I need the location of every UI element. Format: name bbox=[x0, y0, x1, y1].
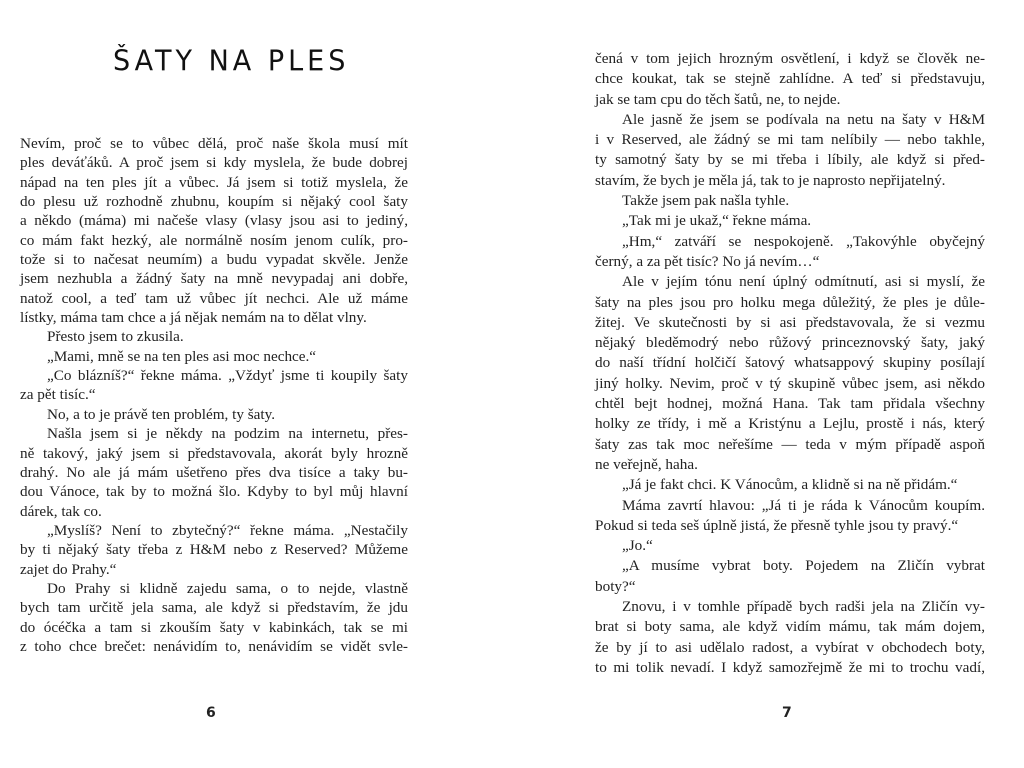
text-line: holky ze třídy, i mě a Kristýnu a Lejlu, prostě i nás, který bbox=[595, 415, 985, 433]
paragraph bbox=[20, 327, 408, 346]
text-line: „Jo.“ bbox=[622, 537, 653, 555]
page-number: 6 bbox=[206, 705, 216, 721]
page-number: 7 bbox=[782, 705, 792, 721]
text-line: do plesu už rozhodně zhubnu, koupím si nějaký cool šaty bbox=[20, 193, 408, 211]
text-line: i v Reserved, ale žádný se mi tam nelíbily — nebo takhle, bbox=[595, 131, 985, 149]
text-line: bych tam určitě jela sama, ale když si představím, že jdu bbox=[20, 599, 408, 617]
text-line: ne veřejně, haha. bbox=[595, 455, 698, 473]
text-line: Nevím, proč se to vůbec dělá, proč naše škola musí mít bbox=[20, 135, 408, 152]
text-line: nějaký bleděmodrý nebo růžový princeznovský šaty, jaký bbox=[595, 334, 985, 352]
paragraph bbox=[595, 597, 985, 678]
text-line: do ócéčka a tam si zkouším šaty v kabinkách, tak se mi bbox=[20, 618, 408, 636]
paragraph bbox=[595, 496, 985, 537]
text-line: „Tak mi je ukaž,“ řekne máma. bbox=[622, 212, 812, 230]
paragraph bbox=[595, 536, 985, 556]
paragraph bbox=[595, 272, 985, 475]
paragraph bbox=[20, 521, 408, 579]
text-line: Máma zavrtí hlavou: „Já ti je ráda k Vánocům koupím. bbox=[622, 496, 985, 514]
paragraph bbox=[595, 49, 985, 110]
paragraph bbox=[20, 134, 408, 327]
paragraph bbox=[595, 191, 985, 211]
text-line: „A musíme vybrat boty. Pojedem na Zličín vybrat bbox=[622, 557, 985, 575]
text-line: jsem nezhubla a žádný šaty na mně nevypadaj ani dobře, bbox=[20, 270, 408, 288]
text-line: „Myslíš? Není to zbytečný?“ řekne máma. „Nestačily bbox=[47, 521, 408, 539]
right-page-body bbox=[595, 49, 985, 678]
text-line: dárek, tak co. bbox=[20, 502, 102, 520]
text-line: ty samotný šaty by se mi třeba i líbily, ale když si před- bbox=[595, 151, 985, 169]
text-line: ples deváťáků. A proč jsem si kdy myslela, že bude dobrej bbox=[20, 154, 408, 172]
text-line: drahý. No ale já mám ušetřeno přes dva tisíce a taky bu- bbox=[20, 463, 408, 481]
text-line: No, a to je právě ten problém, ty šaty. bbox=[47, 405, 276, 423]
text-line: boty?“ bbox=[595, 577, 636, 595]
text-line: černý, a za pět tisíc? No já nevím…“ bbox=[595, 252, 820, 270]
paragraph bbox=[595, 556, 985, 597]
text-line: tože si to načesat neumím) a budu vypadat skvěle. Jenže bbox=[20, 251, 408, 269]
text-line: jak se tam cpu do těch šatů, ne, to nejde. bbox=[595, 90, 841, 108]
paragraph bbox=[20, 347, 408, 366]
text-line: „Hm,“ zatváří se nespokojeně. „Takovýhle obyčejný bbox=[622, 232, 985, 250]
paragraph bbox=[595, 110, 985, 191]
text-line: šaty na ples jsou pro holku mega důležitý, že ples je důle- bbox=[595, 293, 985, 311]
text-line: zajet do Prahy.“ bbox=[20, 560, 117, 578]
text-line: „Mami, mně se na ten ples asi moc nechce.“ bbox=[47, 347, 317, 365]
text-line: Ale v jejím tónu není úplný odmítnutí, asi si myslí, že bbox=[622, 273, 985, 291]
text-line: „Co blázníš?“ řekne máma. „Vždyť jsme ti koupily šaty bbox=[47, 367, 408, 385]
text-line: Našla jsem si je někdy na podzim na internetu, přes- bbox=[47, 425, 408, 443]
text-line: nápad na ten ples jít a vůbec. Já jsem si totiž myslela, že bbox=[20, 173, 408, 191]
paragraph bbox=[595, 211, 985, 231]
text-line: dou Vánoce, tak by to možná šlo. Kdyby to byl můj hlavní bbox=[20, 483, 408, 501]
text-line: Ale jasně že jsem se podívala na netu na šaty v H&M bbox=[622, 110, 985, 128]
text-line: by ti nějaký šaty třeba z H&M nebo z Reserved? Můžeme bbox=[20, 541, 408, 559]
chapter-title: ŠATY NA PLES bbox=[113, 45, 350, 78]
text-line: za pět tisíc.“ bbox=[20, 386, 96, 404]
text-line: Přesto jsem to zkusila. bbox=[47, 328, 184, 346]
text-line: ně takový, jaký jsem si představovala, akorát byly hrozně bbox=[20, 444, 408, 462]
text-line: to mi tolik nevadí. I když samozřejmě že mi to trochu vadí, bbox=[595, 658, 985, 676]
paragraph bbox=[595, 232, 985, 273]
text-line: „Já je fakt chci. K Vánocům, a klidně si na ně přidám.“ bbox=[622, 476, 958, 494]
text-line: co mám fakt hezký, ale normálně nosím jenom culík, pro- bbox=[20, 231, 408, 249]
text-line: do naší třídní holčičí šatový whatsappový skupiny posílají bbox=[595, 354, 985, 372]
text-line: Znovu, i v tomhle případě bych radši jela na Zličín vy- bbox=[622, 598, 985, 616]
paragraph bbox=[20, 424, 408, 521]
text-line: brat si boty sama, ale když vidím mámu, tak mám dojem, bbox=[595, 618, 985, 636]
text-line: žitej. Ve skutečnosti by si asi představovala, že si vezmu bbox=[595, 313, 985, 331]
left-page-body bbox=[20, 134, 408, 656]
text-line: z toho chce brečet: nenávidím to, nenávidím se vidět svle- bbox=[20, 637, 408, 655]
text-line: šaty zas tak moc neřešíme — teda v mým případě aspoň bbox=[595, 435, 985, 453]
text-line: Takže jsem pak našla tyhle. bbox=[622, 192, 790, 210]
text-line: lístky, máma tam chce a já nějak nemám na to dělat vlny. bbox=[20, 309, 367, 327]
right-page bbox=[512, 0, 1024, 768]
paragraph bbox=[20, 366, 408, 405]
text-line: natož cool, a teď tam už vůbec jít nechci. Ale už máme bbox=[20, 289, 408, 307]
text-line: stavím, že bych je měla já, tak to je naprosto nepřijatelný. bbox=[595, 171, 946, 189]
text-line: čená v tom jejich hrozným osvětlení, i když se člověk ne- bbox=[595, 50, 985, 67]
text-line: Do Prahy si klidně zajedu sama, o to nejde, vlastně bbox=[47, 579, 408, 597]
text-line: Pokud si teda seš úplně jistá, že přesně tyhle jsou ty pravý.“ bbox=[595, 516, 959, 534]
paragraph bbox=[20, 405, 408, 424]
paragraph bbox=[20, 579, 408, 656]
text-line: a někdo (máma) mi načeše vlasy (vlasy jsou asi to jediný, bbox=[20, 212, 408, 230]
paragraph bbox=[595, 475, 985, 495]
text-line: že by jí to asi udělalo radost, a vybírat v obchodech boty, bbox=[595, 638, 985, 656]
text-line: chce koukat, tak se stejně zahlídne. A teď si představuju, bbox=[595, 70, 985, 88]
text-line: chtěl bejt hodnej, možná Hana. Tak tam přidala všechny bbox=[595, 395, 985, 413]
text-line: jiný holky. Nevim, proč v tý skupině vůbec jsem, asi někdo bbox=[595, 374, 985, 392]
